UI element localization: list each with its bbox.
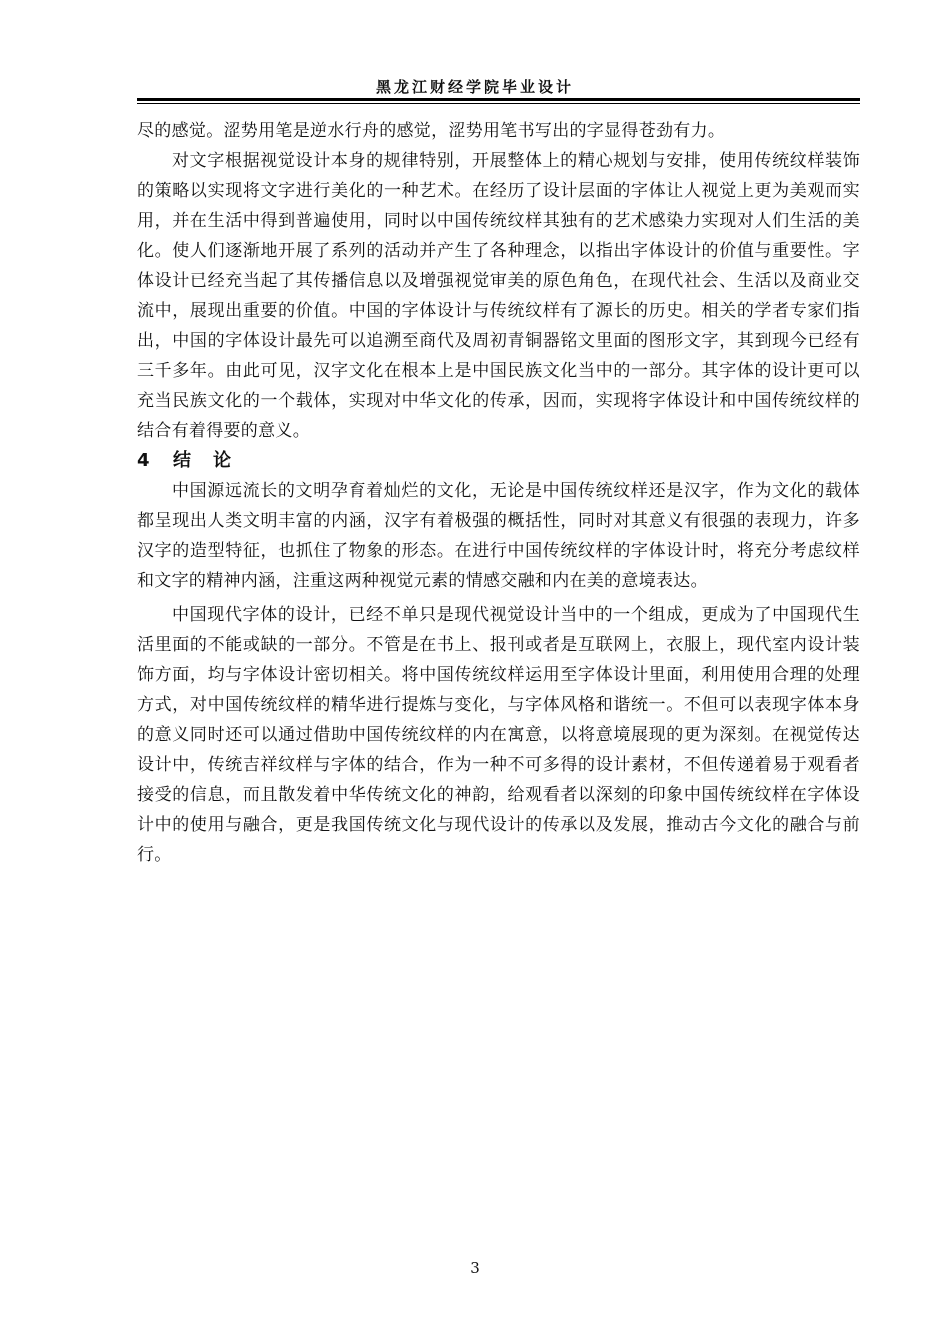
- section-number: 4: [137, 450, 150, 471]
- paragraph-font-design: 对文字根据视觉设计本身的规律特别，开展整体上的精心规划与安排，使用传统纹样装饰的策略以实现将文字进行美化的一种艺术。在经历了设计层面的字体让人视觉上更为美观而实用，并在生活中得到普遍使用，同时以中国传统纹样其独有的艺术感染力实现对人们生活的美化。使人们逐渐地开展了系列的活动并产生了各种理念，以指出字体设计的价值与重要性。字体设计已经充当起了其传播信息以及增强视觉审美的原色角色，在现代社会、生活以及商业交流中，展现出重要的价值。中国的字体设计与传统纹样有了源长的历史。相关的学者专家们指出，中国的字体设计最先可以追溯至商代及周初青铜器铭文里面的图形文字，其到现今已经有三千多年。由此可见，汉字文化在根本上是中国民族文化当中的一部分。其字体的设计更可以充当民族文化的一个载体，实现对中华文化的传承，因而，实现将字体设计和中国传统纹样的结合有着得要的意义。: [137, 151, 860, 441]
- paragraph-conclusion-2: 中国现代字体的设计，已经不单只是现代视觉设计当中的一个组成，更成为了中国现代生活里面的不能或缺的一部分。不管是在书上、报刊或者是互联网上，衣服上，现代室内设计装饰方面，均与字体设计密切相关。将中国传统纹样运用至字体设计里面，利用使用合理的处理方式，对中国传统纹样的精华进行提炼与变化，与字体风格和谐统一。不但可以表现字体本身的意义同时还可以通过借助中国传统纹样的内在寓意，以将意境展现的更为深刻。在视觉传达设计中，传统吉祥纹样与字体的结合，作为一种不可多得的设计素材，不但传递着易于观看者接受的信息，而且散发着中华传统文化的神韵，给观看者以深刻的印象中国传统纹样在字体设计中的使用与融合，更是我国传统文化与现代设计的传承以及发展，推动古今文化的融合与前行。: [137, 605, 860, 865]
- page-number: 3: [470, 1259, 480, 1277]
- header-rule-thin: [137, 103, 860, 104]
- header-rule-thick: [137, 98, 860, 101]
- section-heading: [137, 446, 860, 476]
- paragraph-continued: 尽的感觉。涩势用笔是逆水行舟的感觉，涩势用笔书写出的字显得苍劲有力。: [137, 121, 726, 141]
- page-body: [137, 116, 860, 870]
- paragraph-conclusion-1: 中国源远流长的文明孕育着灿烂的文化，无论是中国传统纹样还是汉字，作为文化的载体都呈现出人类文明丰富的内涵，汉字有着极强的概括性，同时对其意义有很强的表现力，许多汉字的造型特征，也抓住了物象的形态。在进行中国传统纹样的字体设计时，将充分考虑纹样和文字的精神内涵，注重这两种视觉元素的情感交融和内在美的意境表达。: [137, 481, 860, 591]
- running-header: 黑龙江财经学院毕业设计: [375, 78, 574, 96]
- section-title: 结论: [173, 450, 253, 471]
